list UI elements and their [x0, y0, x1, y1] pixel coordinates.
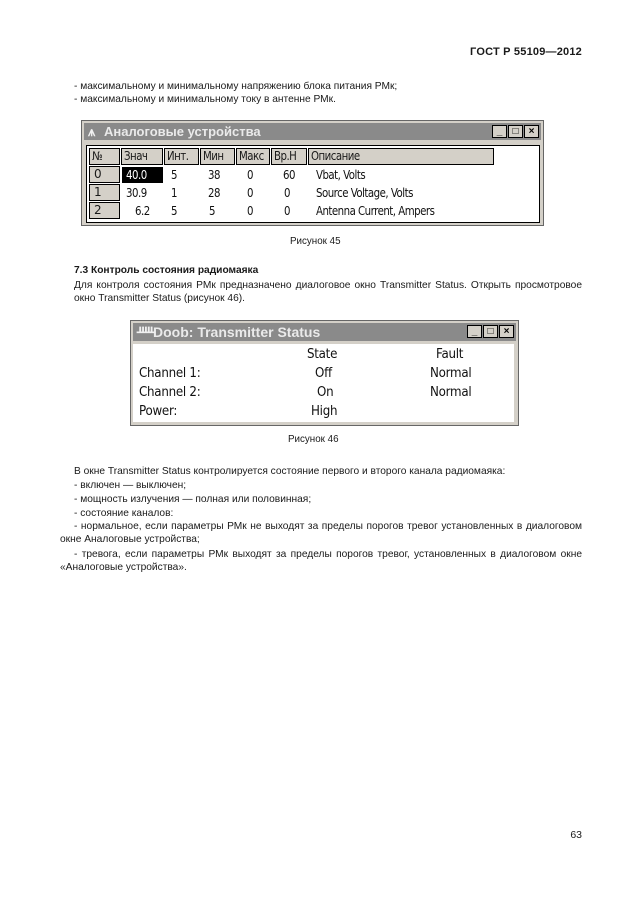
column-header-max[interactable]: Макс — [236, 148, 270, 165]
page-number: 63 — [570, 829, 582, 841]
cell-value[interactable]: 6.2 — [135, 204, 150, 218]
antenna-icon: ⩚ — [88, 124, 96, 139]
column-header-interval[interactable]: Инт. — [164, 148, 199, 165]
signal-icon: ᚊ — [137, 324, 155, 339]
status-state: Off — [315, 365, 332, 381]
status-state: On — [317, 384, 334, 400]
maximize-button[interactable]: □ — [508, 125, 523, 138]
minimize-button[interactable]: _ — [492, 125, 507, 138]
cell-time[interactable]: 60 — [283, 168, 295, 182]
standard-header: ГОСТ Р 55109—2012 — [470, 46, 582, 58]
cell-description[interactable]: Vbat, Volts — [316, 168, 366, 182]
cell-max[interactable]: 0 — [247, 168, 253, 182]
column-header-min[interactable]: Мин — [200, 148, 235, 165]
column-header-number[interactable]: № — [89, 148, 120, 165]
row-number[interactable]: 1 — [89, 184, 120, 201]
figure-caption: Рисунок 46 — [288, 434, 339, 445]
list-item: - мощность излучения — полная или половинная; — [74, 494, 312, 505]
status-fault: Normal — [430, 384, 472, 400]
cell-interval[interactable]: 5 — [171, 168, 177, 182]
minimize-button[interactable]: _ — [467, 325, 482, 338]
status-label: Power: — [139, 403, 178, 419]
cell-value[interactable]: 30.9 — [126, 186, 147, 200]
section-heading: 7.3 Контроль состояния радиомаяка — [74, 265, 259, 276]
status-panel — [133, 344, 514, 422]
cell-interval[interactable]: 5 — [171, 204, 177, 218]
intro-list — [74, 80, 594, 106]
status-state: High — [311, 403, 338, 419]
cell-description[interactable]: Antenna Current, Ampers — [316, 204, 435, 218]
status-label: Channel 1: — [139, 365, 201, 381]
cell-min[interactable]: 28 — [208, 186, 220, 200]
cell-time[interactable]: 0 — [284, 204, 290, 218]
window-title-bar[interactable] — [84, 123, 541, 140]
column-header-description[interactable]: Описание — [308, 148, 494, 165]
status-label: Channel 2: — [139, 384, 201, 400]
close-button[interactable]: × — [499, 325, 514, 338]
window-title-bar[interactable] — [133, 323, 516, 341]
figure-caption: Рисунок 45 — [290, 236, 341, 247]
maximize-button[interactable]: □ — [483, 325, 498, 338]
transmitter-status-window — [130, 320, 519, 426]
cell-interval[interactable]: 1 — [171, 186, 177, 200]
cell-value[interactable]: 40.0 — [126, 168, 147, 182]
list-item: - тревога, если параметры РМк выходят за пределы порогов тревог, установленных в диалоговом окне «Аналоговые устройства». — [60, 549, 582, 573]
cell-description[interactable]: Source Voltage, Volts — [316, 186, 413, 200]
column-header-value[interactable]: Знач — [121, 148, 163, 165]
row-number[interactable]: 2 — [89, 202, 120, 219]
close-button[interactable]: × — [524, 125, 539, 138]
body-line: В окне Transmitter Status контролируется состояние первого и второго канала радиомаяка: — [74, 466, 506, 477]
column-header-state: State — [307, 346, 338, 362]
list-item: - максимальному и минимальному току в антенне РМк. — [74, 94, 336, 105]
list-item: - состояние каналов: — [74, 508, 174, 519]
row-number[interactable]: 0 — [89, 166, 120, 183]
list-item: - максимальному и минимальному напряжению блока питания РМк; — [74, 81, 398, 92]
cell-time[interactable]: 0 — [284, 186, 290, 200]
cell-max[interactable]: 0 — [247, 186, 253, 200]
list-item: - включен — выключен; — [74, 480, 187, 491]
window-title: Аналоговые устройства — [104, 124, 261, 139]
analog-devices-window — [81, 120, 544, 226]
window-title: Doob: Transmitter Status — [153, 324, 321, 340]
column-header-fault: Fault — [436, 346, 464, 362]
column-header-time[interactable]: Вр.Н — [271, 148, 307, 165]
section-text: Для контроля состояния РМк предназначено диалоговое окно Transmitter Status. Открыть просмотровое окно Transmitter Status (рисунок 46). — [74, 280, 582, 304]
list-item: - нормальное, если параметры РМк не выходят за пределы порогов тревог установленных в диалоговом окне Аналоговые устройства; — [60, 521, 582, 545]
cell-min[interactable]: 5 — [209, 204, 215, 218]
cell-max[interactable]: 0 — [247, 204, 253, 218]
cell-min[interactable]: 38 — [208, 168, 220, 182]
status-fault: Normal — [430, 365, 472, 381]
analog-devices-table — [86, 145, 540, 223]
